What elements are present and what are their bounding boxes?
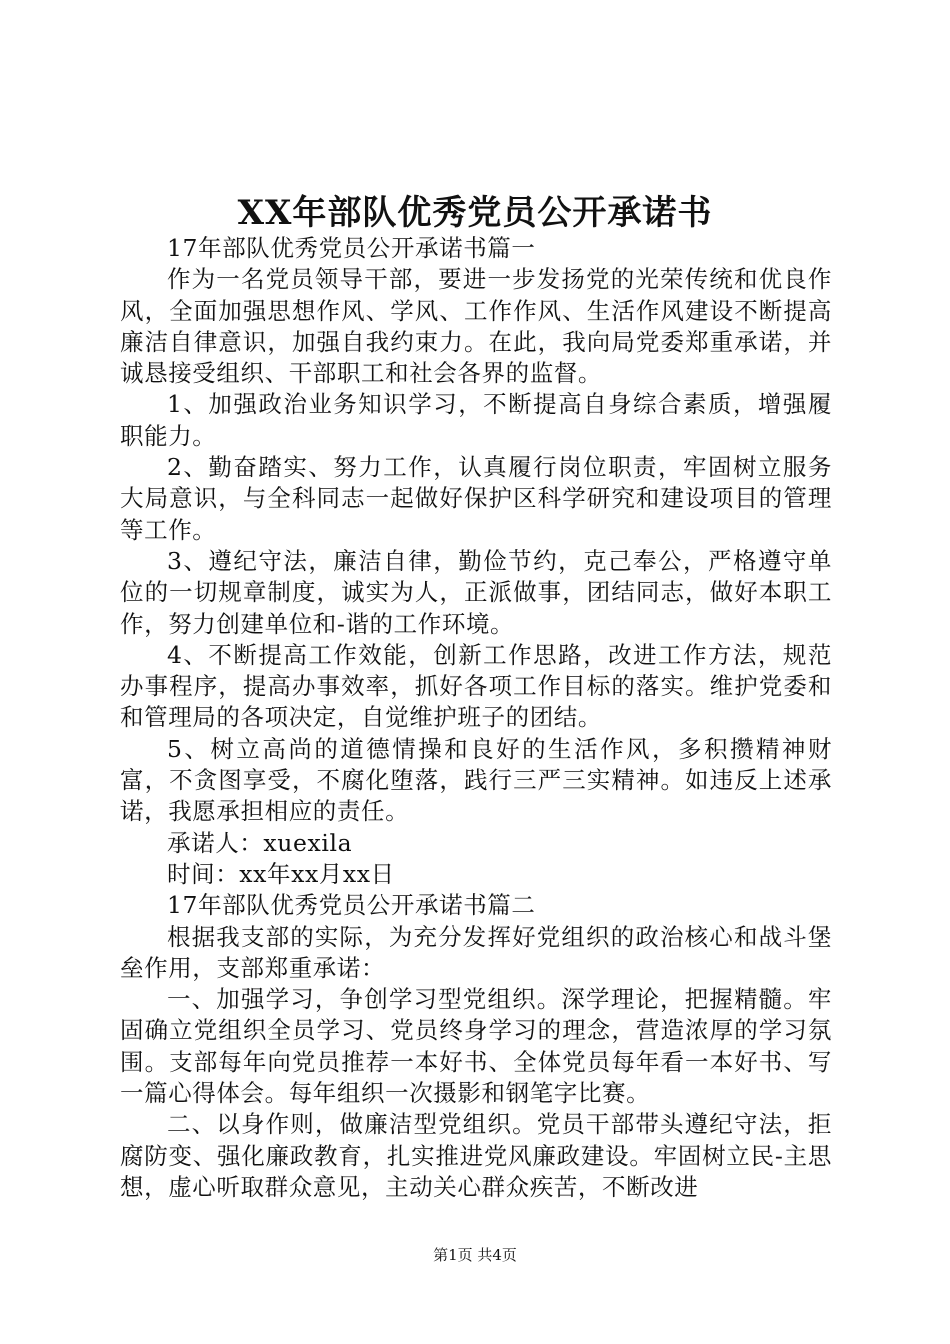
- commitment-item-5: 5、树立高尚的道德情操和良好的生活作风，多积攒精神财富，不贪图享受，不腐化堕落，践行三严三实精神。如违反上述承诺，我愿承担相应的责任。: [120, 734, 832, 826]
- commitment-item-4: 4、不断提高工作效能，创新工作思路，改进工作方法，规范办事程序，提高办事效率，抓好各项工作目标的落实。维护党委和和管理局的各项决定，自觉维护班子的团结。: [120, 640, 832, 732]
- section-heading-1: 17年部队优秀党员公开承诺书篇一: [167, 234, 536, 262]
- document-title: XX年部队优秀党员公开承诺书: [237, 193, 713, 233]
- page-footer: 第1页 共4页: [433, 1246, 517, 1264]
- pledge-item-1: 一、加强学习，争创学习型党组织。深学理论，把握精髓。牢固确立党组织全员学习、党员终身学习的理念，营造浓厚的学习氛围。支部每年向党员推荐一本好书、全体党员每年看一本好书、写一篇心得体会。每年组织一次摄影和钢笔字比赛。: [120, 985, 832, 1108]
- section-heading-2: 17年部队优秀党员公开承诺书篇二: [167, 891, 536, 920]
- pledge-item-2: 二、以身作则，做廉洁型党组织。党员干部带头遵纪守法，拒腐防变、强化廉政教育，扎实推进党风廉政建设。牢固树立民-主思想，虚心听取群众意见，主动关心群众疾苦，不断改进: [120, 1110, 832, 1201]
- paragraph-intro-2: 根据我支部的实际，为充分发挥好党组织的政治核心和战斗堡垒作用，支部郑重承诺：: [120, 922, 832, 982]
- commitment-item-2: 2、勤奋踏实、努力工作，认真履行岗位职责，牢固树立服务大局意识，与全科同志一起做好保护区科学研究和建设项目的管理等工作。: [120, 453, 832, 544]
- paragraph-intro: 作为一名党员领导干部，要进一步发扬党的光荣传统和优良作风，全面加强思想作风、学风、工作作风、生活作风建设不断提高廉洁自律意识，加强自我约束力。在此，我向局党委郑重承诺，并诚恳接受组织、干部职工和社会各界的监督。: [120, 265, 832, 388]
- document-body: [120, 233, 832, 1203]
- commitment-item-3: 3、遵纪守法，廉洁自律，勤俭节约，克己奉公，严格遵守单位的一切规章制度，诚实为人，正派做事，团结同志，做好本职工作，努力创建单位和-谐的工作环境。: [120, 546, 832, 638]
- signatory-line: 承诺人：xuexila: [167, 828, 353, 857]
- date-line: 时间：xx年xx月xx日: [167, 859, 395, 888]
- commitment-item-1: 1、加强政治业务知识学习，不断提高自身综合素质，增强履职能力。: [120, 390, 832, 450]
